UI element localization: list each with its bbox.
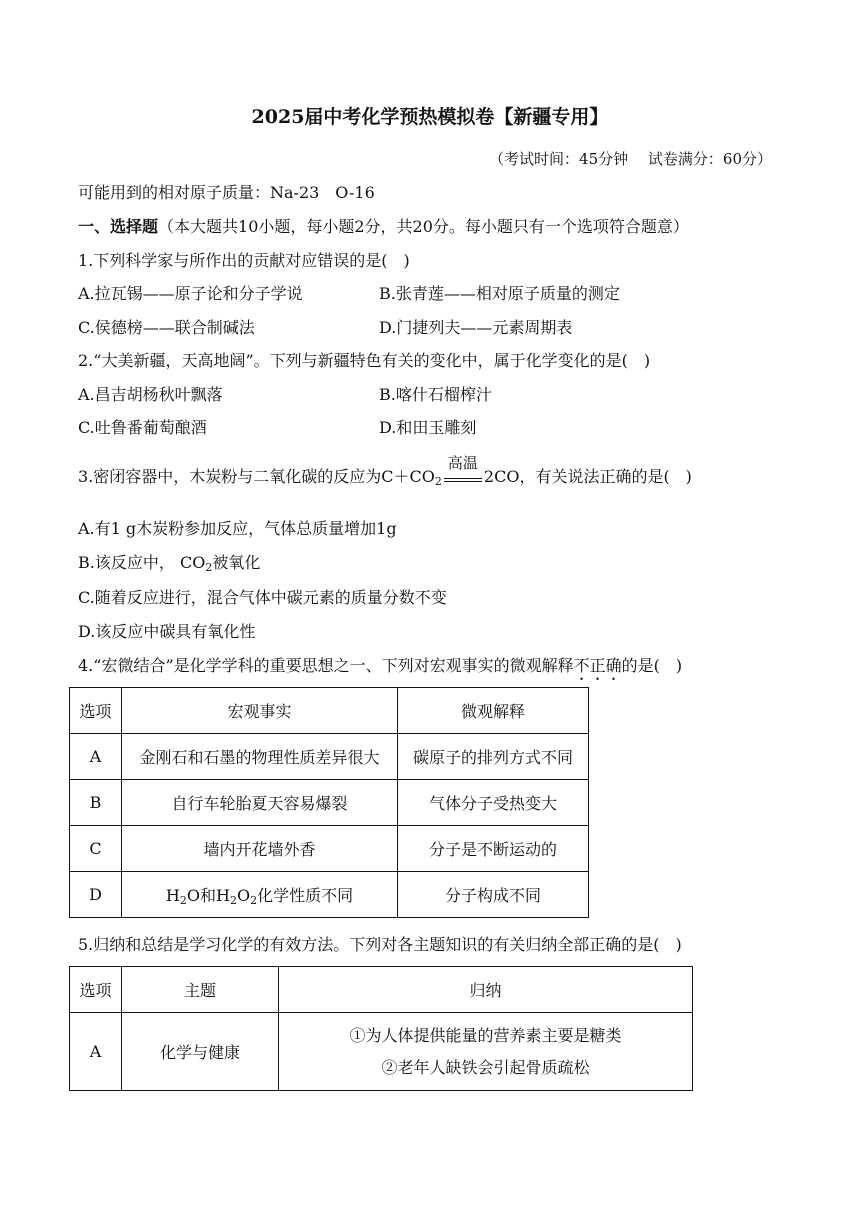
formula-rest: 化学性质不同 — [257, 886, 354, 905]
table-cell: C — [70, 826, 122, 872]
exam-time-info: （考试时间：45分钟 试卷满分：60分） — [489, 150, 772, 168]
h2o2-sub1: 2 — [229, 894, 237, 907]
table-cell: B — [70, 780, 122, 826]
q1-option-d: D.门捷列夫——元素周期表 — [379, 318, 573, 337]
table-cell: 自行车轮胎夏天容易爆裂 — [122, 780, 398, 826]
table-cell: 金刚石和石墨的物理性质差异很大 — [122, 734, 398, 780]
table-row — [70, 734, 589, 780]
q2-option-c: C.吐鲁番葡萄酿酒 — [78, 418, 207, 437]
table-header-row — [70, 967, 693, 1013]
table-cell: 碳原子的排列方式不同 — [398, 734, 589, 780]
section-heading-row — [78, 216, 689, 238]
table-cell-list — [279, 1013, 693, 1091]
section-heading: 一、选择题 — [78, 217, 159, 236]
table-header-cell: 主题 — [122, 967, 279, 1013]
h2o2-h: H — [216, 886, 230, 905]
q4-stem — [78, 655, 682, 684]
h2o2-sub2: 2 — [250, 894, 258, 907]
h2o-o: O — [186, 886, 200, 905]
q3-option-d: D.该反应中碳具有氧化性 — [78, 622, 256, 641]
q1-stem: 1.下列科学家与所作出的贡献对应错误的是( ) — [78, 251, 410, 270]
reaction-equation — [381, 454, 520, 488]
q2-option-a: A.昌吉胡杨秋叶飘落 — [78, 385, 223, 404]
q1-option-b: B.张青莲——相对原子质量的测定 — [379, 284, 620, 303]
table-cell: 分子构成不同 — [398, 872, 589, 918]
equation-bar-top — [444, 478, 482, 479]
q4-table — [69, 687, 589, 918]
equation-condition: 高温 — [447, 454, 478, 472]
q4-emphasis: 不正确 — [573, 656, 622, 675]
q3-option-b — [78, 552, 260, 574]
table-cell: 化学与健康 — [122, 1013, 279, 1091]
h2o2-o: O — [236, 886, 251, 905]
table-header-cell: 选项 — [70, 688, 122, 734]
equation-products: 2CO — [483, 467, 520, 486]
summary-item-2: ②老年人缺铁会引起骨质疏松 — [381, 1057, 590, 1077]
table-header-row — [70, 688, 589, 734]
co2-formula: CO — [179, 553, 206, 572]
co2-subscript: 2 — [205, 561, 213, 574]
table-header-cell: 宏观事实 — [122, 688, 398, 734]
table-header-cell: 微观解释 — [398, 688, 589, 734]
table-cell: A — [70, 734, 122, 780]
q3-option-c: C.随着反应进行，混合气体中碳元素的质量分数不变 — [78, 588, 447, 607]
q3-option-a: A.有1 g木炭粉参加反应，气体总质量增加1g — [78, 519, 397, 538]
q2-option-d: D.和田玉雕刻 — [379, 418, 477, 437]
table-header-cell: 选项 — [70, 967, 122, 1013]
q1-option-c: C.侯德榜——联合制碱法 — [78, 318, 255, 337]
table-row — [70, 780, 589, 826]
summary-item-1: ①为人体提供能量的营养素主要是糖类 — [349, 1025, 622, 1045]
q1-option-a: A.拉瓦锡——原子论和分子学说 — [78, 284, 303, 303]
table-cell: 气体分子受热变大 — [398, 780, 589, 826]
table-row — [70, 826, 589, 872]
table-row — [70, 1013, 693, 1091]
exam-title: 2025届中考化学预热模拟卷【新疆专用】 — [251, 106, 609, 128]
q3-option-b-end: 被氧化 — [212, 553, 261, 572]
equation-subscript: 2 — [434, 475, 442, 488]
table-header-cell: 归纳 — [279, 967, 693, 1013]
table-cell: A — [70, 1013, 122, 1091]
h2o-h: H — [165, 886, 180, 905]
section-description: （本大题共10小题，每小题2分，共20分。每小题只有一个选项符合题意） — [158, 217, 689, 236]
table-cell-formula — [122, 872, 398, 918]
table-cell: 分子是不断运动的 — [398, 826, 589, 872]
equation-bar-bottom — [444, 481, 482, 482]
q3-stem-text: 3.密闭容器中，木炭粉与二氧化碳的反应为 — [78, 467, 382, 486]
h2o-sub: 2 — [179, 894, 187, 907]
q5-table — [69, 966, 693, 1091]
q2-stem: 2.“大美新疆，天高地阔”。下列与新疆特色有关的变化中，属于化学变化的是( ) — [78, 351, 651, 370]
and-text: 和 — [199, 886, 216, 905]
q3-stem-end: ，有关说法正确的是( ) — [519, 467, 692, 486]
table-row — [70, 872, 589, 918]
q3-stem — [78, 454, 692, 488]
atomic-masses: 可能用到的相对原子质量：Na-23 O-16 — [78, 183, 375, 202]
table-cell: D — [70, 872, 122, 918]
q4-stem-end: 的是( ) — [621, 656, 683, 675]
q5-stem: 5.归纳和总结是学习化学的有效方法。下列对各主题知识的有关归纳全部正确的是( ) — [78, 935, 682, 954]
q4-stem-text: 4.“宏微结合”是化学学科的重要思想之一、下列对宏观事实的微观解释 — [78, 656, 574, 675]
q3-option-b-text: B.该反应中， — [78, 553, 175, 572]
equation-reactants: C＋CO — [381, 467, 435, 486]
q2-option-b: B.喀什石榴榨汁 — [379, 385, 492, 404]
equation-arrow — [444, 454, 482, 488]
table-cell: 墙内开花墙外香 — [122, 826, 398, 872]
